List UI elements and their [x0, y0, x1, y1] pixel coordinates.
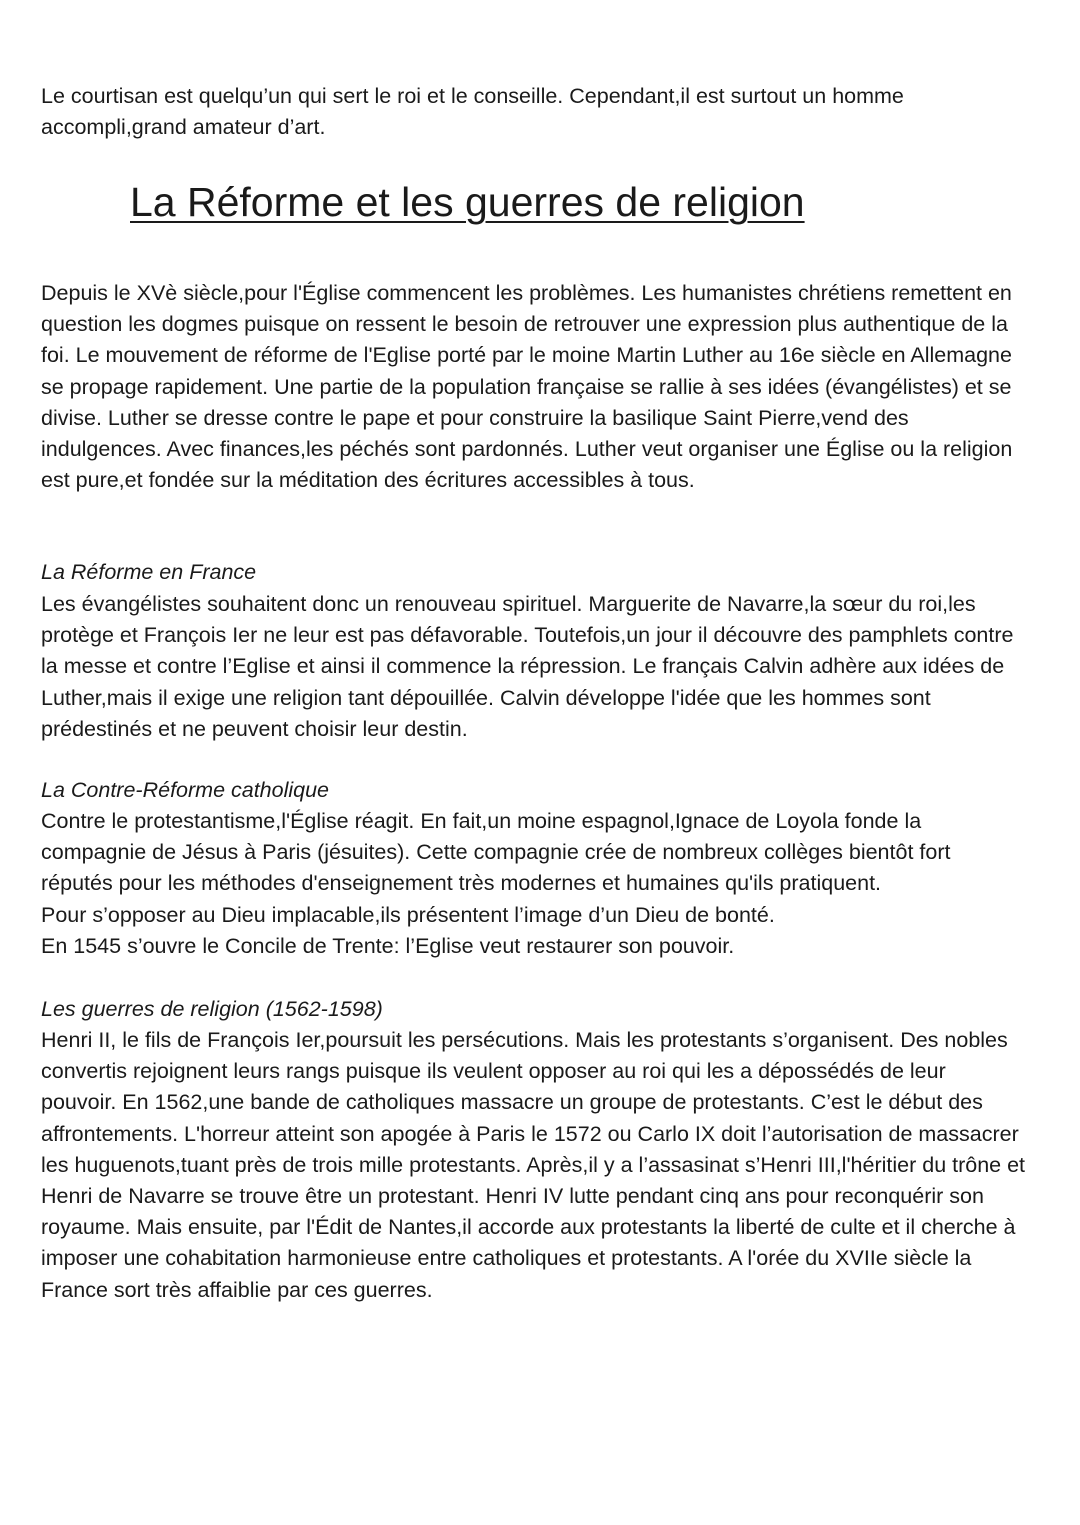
section-heading-contre-reforme: La Contre-Réforme catholique [41, 778, 330, 802]
intro-paragraph [41, 81, 1027, 143]
main-paragraph-text: Depuis le XVè siècle,pour l'Église commencent les problèmes. Les humanistes chrétiens remettent en question les dogmes puisque on ressent le besoin de retrouver une expression plus authentique de la foi. Le mouvement de réforme de l'Eglise porté par le moine Martin Luther au 16e siècle en Allemagne se propage rapidement. Une partie de la population française se rallie à ses idées (évangélistes) et se divise. Luther se dresse contre le pape et pour construire la basilique Saint Pierre,vend des indulgences. Avec finances,les péchés sont pardonnés. Luther veut organiser une Église ou la religion est pure,et fondée sur la méditation des écritures accessibles à tous. [41, 281, 1013, 493]
section-france-text: Les évangélistes souhaitent donc un renouveau spirituel. Marguerite de Navarre,la sœur du roi,les protège et François Ier ne leur est pas défavorable. Toutefois,un jour il découvre des pamphlets contre la messe et contre l’Eglise et ainsi il commence la répression. Le français Calvin adhère aux idées de Luther,mais il exige une religion tant dépouillée. Calvin développe l'idée que les hommes sont prédestinés et ne peuvent choisir leur destin. [41, 592, 1014, 741]
section-contre-text-1: Contre le protestantisme,l'Église réagit. En fait,un moine espagnol,Ignace de Loyola fonde la compagnie de Jésus à Paris (jésuites). Cette compagnie crée de nombreux collèges bientôt fort réputés pour les méthodes d'enseignement très modernes et humaines qu'ils pratiquent. [41, 809, 951, 896]
section-contre-text-2: Pour s’opposer au Dieu implacable,ils présentent l’image d’un Dieu de bonté. [41, 902, 775, 927]
section-contre-text-3: En 1545 s’ouvre le Concile de Trente: l’Eglise veut restaurer son pouvoir. [41, 933, 735, 958]
section-guerres-text: Henri II, le fils de François Ier,poursuit les persécutions. Mais les protestants s’organisent. Des nobles convertis rejoignent leurs rangs puisque ils veulent opposer au roi qui les a dépossédés de leur pouvoir. En 1562,une bande de catholiques massacre un groupe de protestants. C’est le début des affrontements. L'horreur atteint son apogée à Paris le 1572 ou Carlo IX doit l’autorisation de massacrer les huguenots,tuant près de trois mille protestants. Après,il y a l’assasinat s’Henri III,l'héritier du trône et Henri de Navarre se trouve être un protestant. Henri IV lutte pendant cinq ans pour reconquérir son royaume. Mais ensuite, par l'Édit de Nantes,il accorde aux protestants la liberté de culte et il cherche à imposer une cohabitation harmonieuse entre catholiques et protestants. A l'orée du XVIIe siècle la France sort très affaiblie par ces guerres. [41, 1028, 1026, 1302]
main-paragraph [41, 278, 1027, 496]
section-heading-france: La Réforme en France [41, 560, 257, 584]
section-france [41, 589, 1027, 745]
section-contre-reforme [41, 806, 1027, 962]
page-title: La Réforme et les guerres de religion [130, 179, 805, 225]
section-guerres [41, 1025, 1027, 1306]
section-heading-guerres: Les guerres de religion (1562-1598) [41, 997, 383, 1021]
intro-text: Le courtisan est quelqu’un qui sert le roi et le conseille. Cependant,il est surtout un homme accompli,grand amateur d’art. [41, 84, 904, 140]
